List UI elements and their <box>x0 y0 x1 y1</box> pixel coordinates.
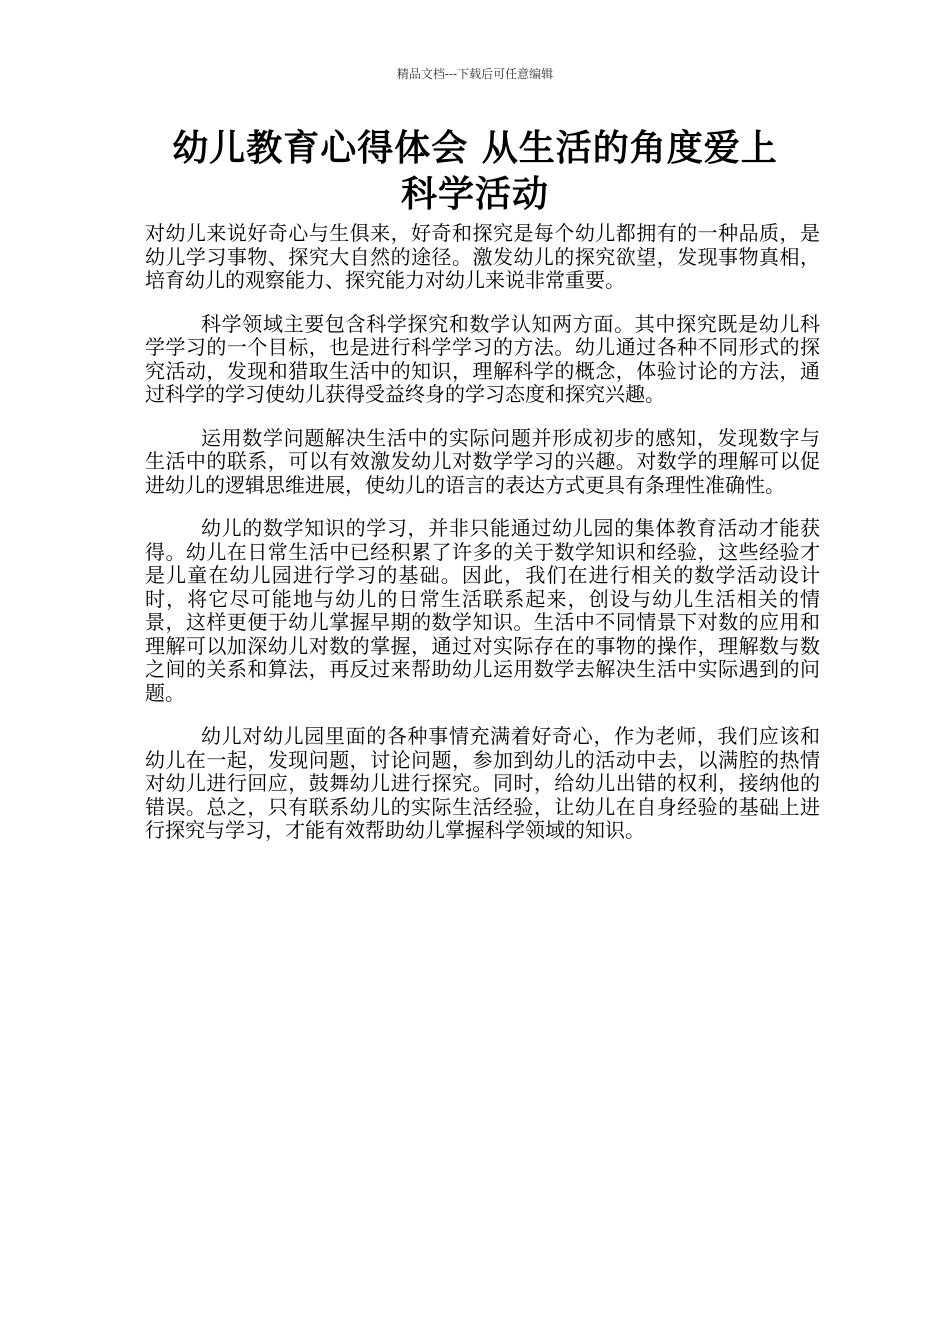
title-line-2: 科学活动 <box>400 174 549 215</box>
title-line-1: 幼儿教育心得体会 从生活的角度爱上 <box>172 128 778 169</box>
header-note: 精品文档---下载后可任意编辑 <box>396 67 554 81</box>
document-body <box>145 222 820 863</box>
paragraph-2: 科学领域主要包含科学探究和数学认知两方面。其中探究既是幼儿科学学习的一个目标，也是进行科学学习的方法。幼儿通过各种不同形式的探究活动，发现和猎取生活中的知识，理解科学的概念，体验讨论的方法，通过科学的学习使幼儿获得受益终身的学习态度和探究兴趣。 <box>145 311 820 406</box>
document-title <box>140 126 810 218</box>
paragraph-1: 对幼儿来说好奇心与生俱来，好奇和探究是每个幼儿都拥有的一种品质，是幼儿学习事物、探究大自然的途径。激发幼儿的探究欲望，发现事物真相，培育幼儿的观察能力、探究能力对幼儿来说非常重要。 <box>145 221 820 292</box>
paragraph-4: 幼儿的数学知识的学习，并非只能通过幼儿园的集体教育活动才能获得。幼儿在日常生活中已经积累了许多的关于数学知识和经验，这些经验才是儿童在幼儿园进行学习的基础。因此，我们在进行相关的数学活动设计时，将它尽可能地与幼儿的日常生活联系起来，创设与幼儿生活相关的情景，这样更便于幼儿掌握早期的数学知识。生活中不同情景下对数的应用和理解可以加深幼儿对数的掌握，通过对实际存在的事物的操作，理解数与数之间的关系和算法，再反过来帮助幼儿运用数学去解决生活中实际遇到的问题。 <box>145 516 820 705</box>
paragraph-3: 运用数学问题解决生活中的实际问题并形成初步的感知，发现数字与生活中的联系，可以有效激发幼儿对数学学习的兴趣。对数学的理解可以促进幼儿的逻辑思维进展，使幼儿的语言的表达方式更具有条理性准确性。 <box>145 425 820 497</box>
paragraph-5: 幼儿对幼儿园里面的各种事情充满着好奇心，作为老师，我们应该和幼儿在一起，发现问题，讨论问题，参加到幼儿的活动中去，以满腔的热情对幼儿进行回应，鼓舞幼儿进行探究。同时，给幼儿出错的权利，接纳他的错误。总之，只有联系幼儿的实际生活经验，让幼儿在自身经验的基础上进行探究与学习，才能有效帮助幼儿掌握科学领域的知识。 <box>145 724 820 842</box>
